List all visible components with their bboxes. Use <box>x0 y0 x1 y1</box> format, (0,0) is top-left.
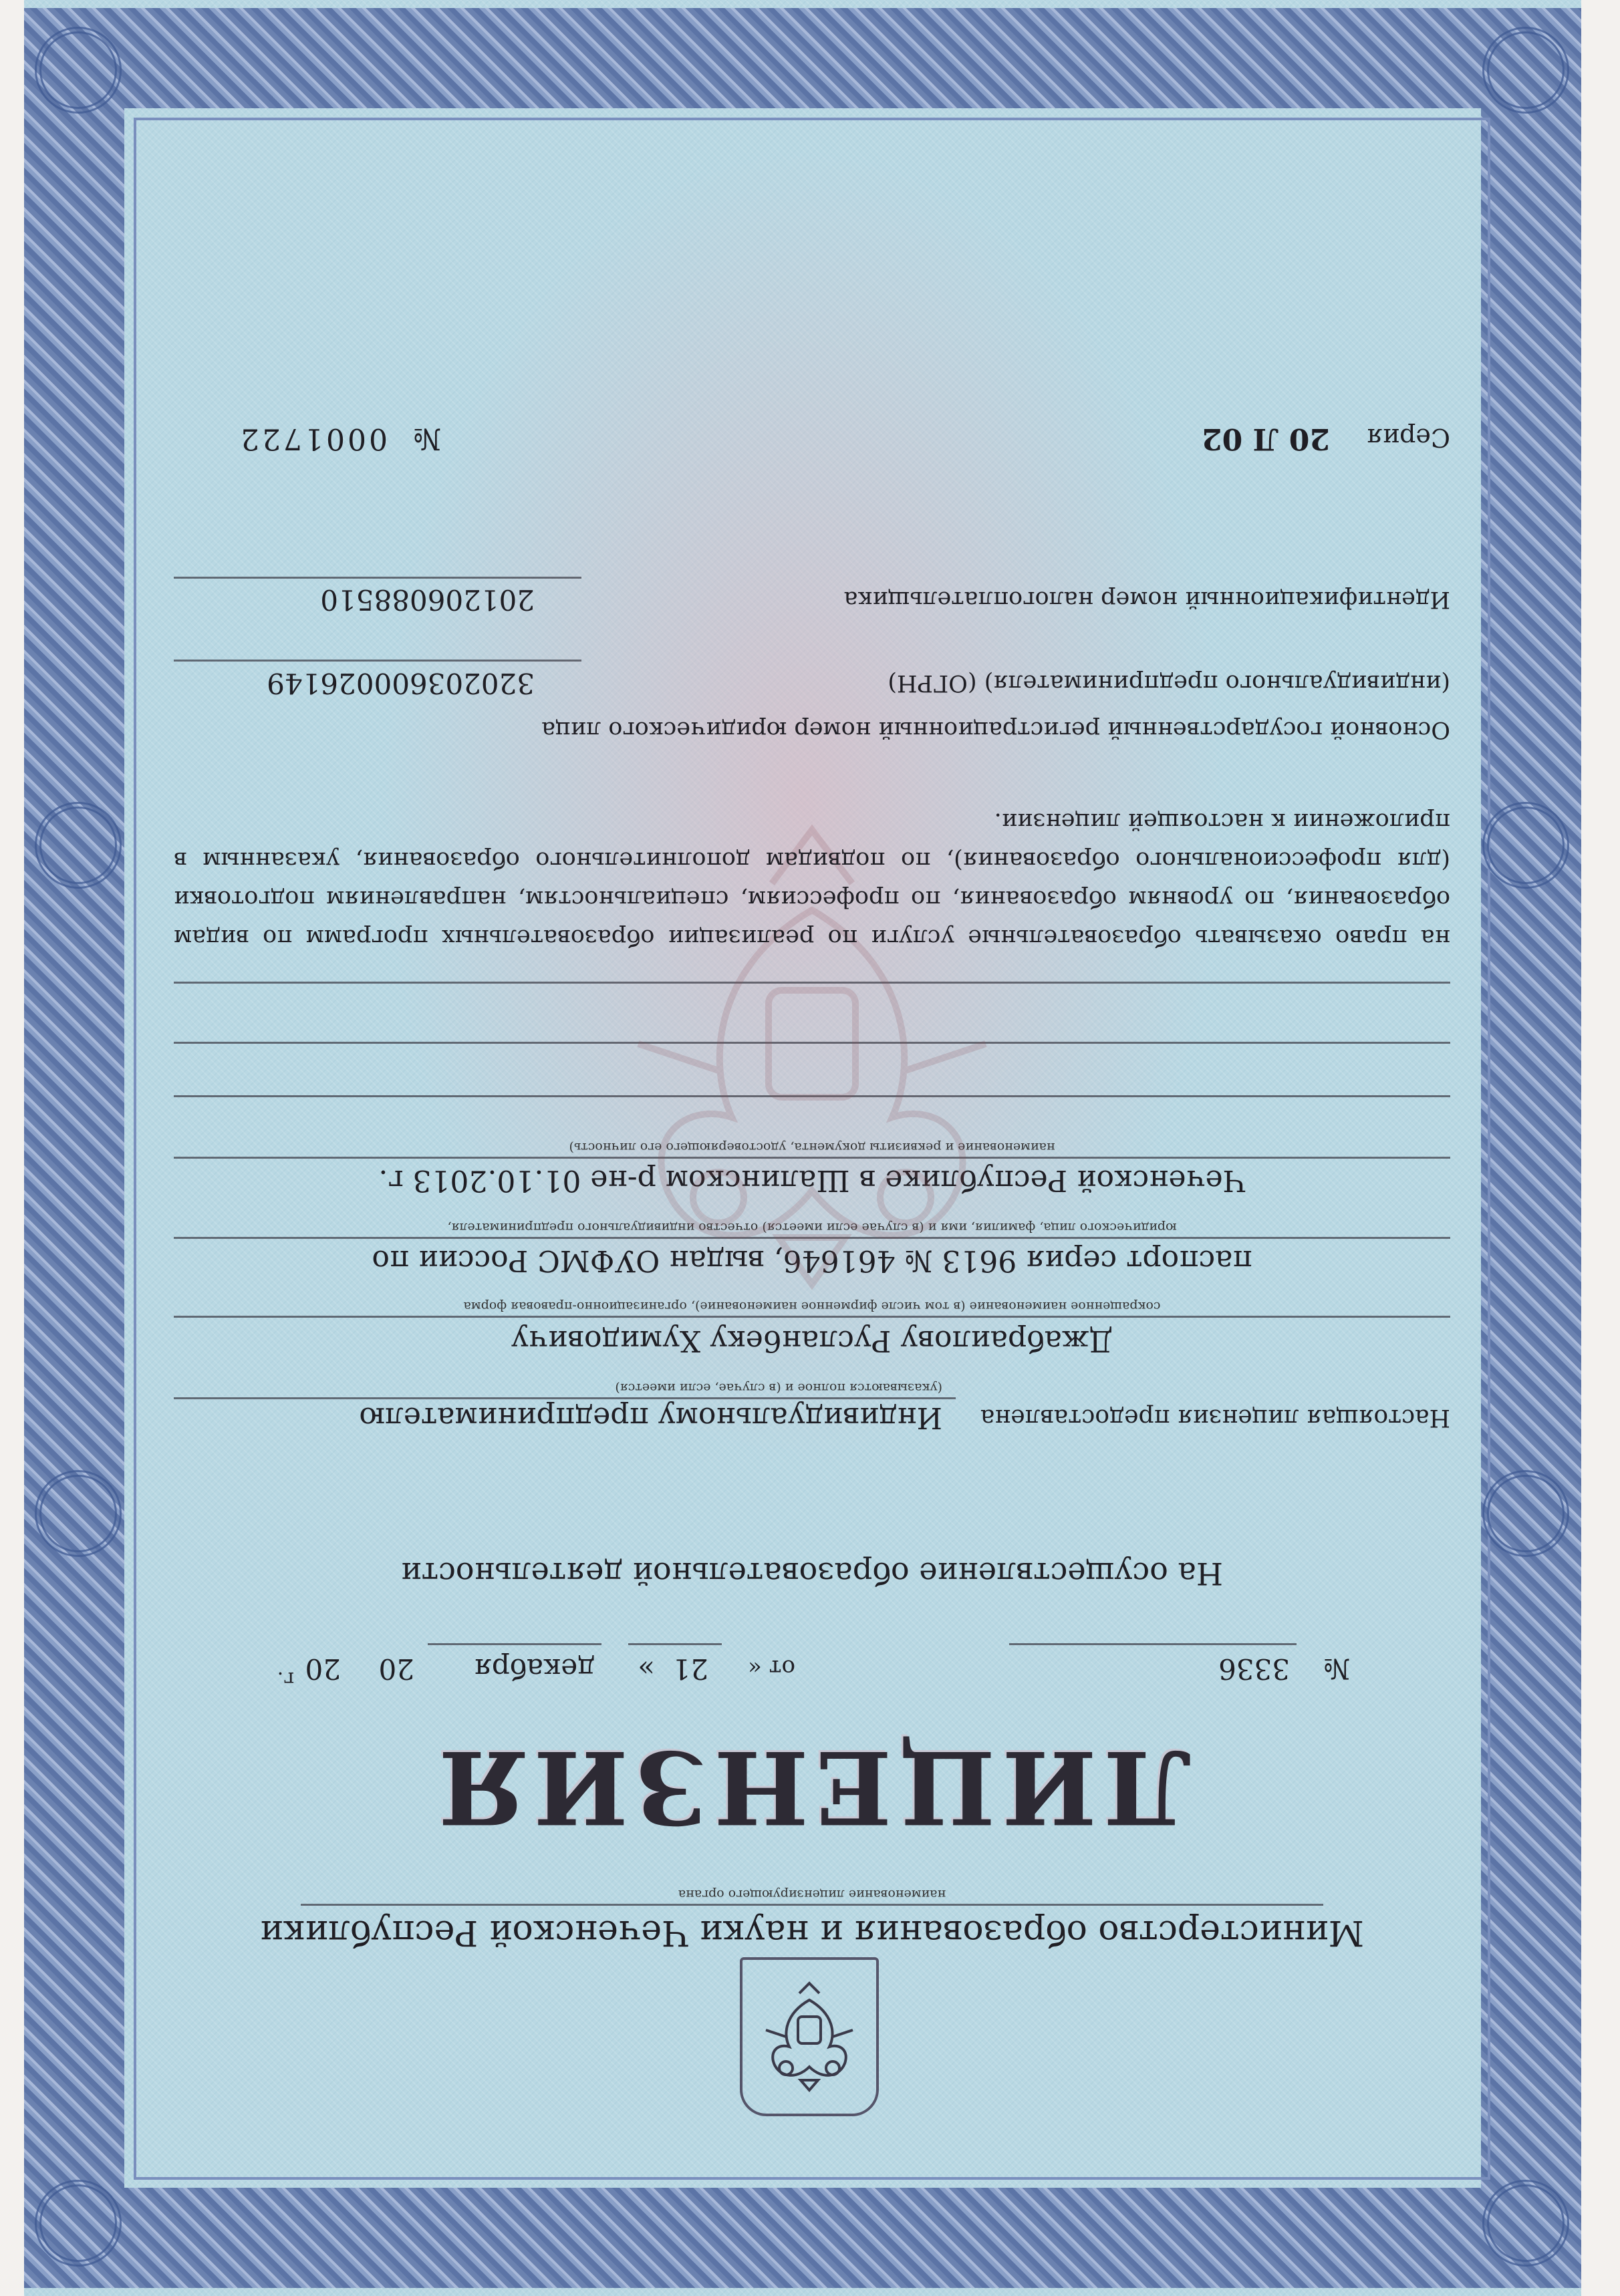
border-ornament <box>35 27 122 114</box>
reg-number: 3336 <box>1218 1653 1290 1685</box>
holder-name-caption: сокращенное наименование (в том числе фирменное наименование), организационно-правовая форма <box>463 1299 1161 1314</box>
border-ornament <box>1482 2180 1569 2267</box>
ogrn-label-1: Основной государственный регистрационный номер юридического лица <box>541 716 1450 743</box>
registration-line <box>134 1645 1490 1691</box>
holder-type-caption: (указываются полное и (в случае, если имеется) <box>615 1381 942 1395</box>
reg-year: 20 <box>305 1653 341 1685</box>
reg-month-rule <box>428 1643 601 1645</box>
double-headed-eagle-icon <box>759 1980 859 2094</box>
holder-name: Джабраилову Руслан6еку Хумидовичу <box>511 1324 1113 1358</box>
reg-month: декабря <box>474 1653 595 1685</box>
emblem-frame <box>740 1957 879 2116</box>
authority-name: Министерство образования и науки Чеченской Республики <box>260 1912 1364 1953</box>
license-right-text: на право оказывать образовательные услуги по реализации образовательных программ по видам образования, по уровням образования, по профессиям, специальностям, направлениям подготовки (для профессионального образования), по подвидам дополнительного образования, указанным в приложении к настоящей лицензии. <box>174 808 1450 951</box>
ogrn-label-2: (индивидуального предпринимателя) (ОГРН) <box>888 670 1450 696</box>
reg-day: 21 <box>672 1653 708 1685</box>
holder-passport: паспорт серия 9613 № 461646, выдан ОУФМС России по <box>372 1244 1252 1278</box>
holder-issued-caption: наименование и реквизиты документа, удостоверяющего его личность) <box>569 1140 1055 1155</box>
reg-day-rule <box>628 1643 722 1645</box>
border-ornament <box>35 2180 122 2267</box>
reg-year-suffix: г. <box>277 1667 294 1691</box>
ogrn-rule <box>174 660 581 662</box>
holder-name-rule <box>174 1316 1450 1318</box>
border-ornament <box>1482 27 1569 114</box>
inn-label: Идентификационный номер налогоплательщика <box>843 586 1450 613</box>
holder-intro: Настоящая лицензия предоставлена <box>980 1404 1450 1431</box>
license-content <box>134 118 1490 2180</box>
series-value: 20 Л 02 <box>1201 422 1330 456</box>
holder-type-rule <box>174 1397 956 1399</box>
authority-rule <box>301 1904 1323 1906</box>
border-ornament <box>1482 1470 1569 1557</box>
reg-day-close: » <box>638 1653 655 1685</box>
border-ornament <box>35 802 122 889</box>
ogrn-value: 320203600026149 <box>267 667 535 700</box>
holder-passport-caption: юридического лица, фамилия, имя и (в случае если имеется) отчество индивидуального предпринимателя, <box>447 1220 1177 1235</box>
document-title: ЛИЦЕНЗИЯ <box>432 1728 1192 1846</box>
blank-number-value: 0001722 <box>238 422 388 456</box>
inn-rule <box>174 577 581 579</box>
reg-century: 20 <box>378 1653 414 1685</box>
license-purpose: На осуществление образовательной деятельности <box>400 1556 1224 1592</box>
holder-type: Индивидуальному предпринимателю <box>359 1401 942 1435</box>
border-ornament <box>35 1470 122 1557</box>
reg-no-label: № <box>1323 1653 1350 1685</box>
authority-caption: наименование лицензирующего органа <box>678 1887 946 1902</box>
holder-issued: Чеченской Республике в Шалинском р-не 01.10.2013 г. <box>378 1163 1246 1197</box>
inn-value: 201206088510 <box>320 583 535 616</box>
reg-from-label: от « <box>748 1655 795 1681</box>
blank-number-label: № <box>413 422 441 456</box>
border-ornament <box>1482 802 1569 889</box>
series-label: Серия <box>1366 423 1450 452</box>
reg-number-rule <box>1009 1643 1297 1645</box>
